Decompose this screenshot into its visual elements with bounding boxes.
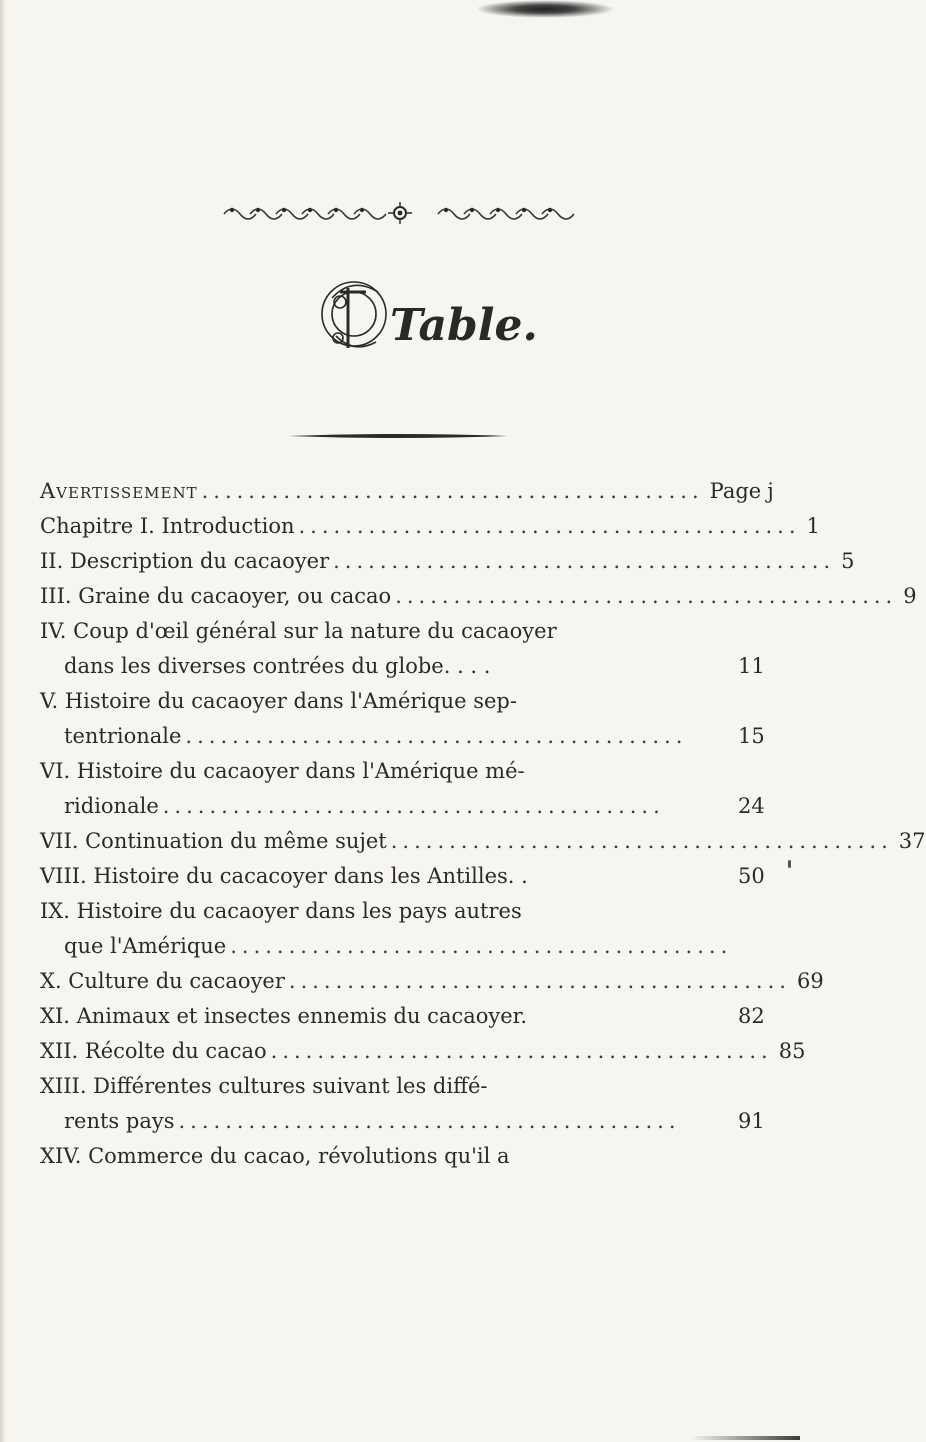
toc-entry-chapter-5	[40, 684, 765, 754]
toc-entry-chapter-13	[40, 1069, 765, 1139]
toc-page-number: 24	[738, 794, 765, 818]
leader-dots: ...........................................	[298, 514, 801, 538]
leader-dots: ...........................................	[230, 934, 733, 958]
toc-entry-label: IV. Coup d'œil général sur la nature du cacaoyer	[40, 619, 557, 643]
leader-dots: ...........................................	[395, 584, 898, 608]
toc-entry-label: II. Description du cacaoyer	[40, 549, 330, 573]
toc-entry-label: IX. Histoire du cacaoyer dans les pays autres	[40, 899, 522, 923]
page-label: Page	[709, 479, 762, 503]
title-text: Table.	[390, 300, 538, 351]
toc-entry-chapter-12	[40, 1034, 806, 1069]
toc-entry-label: VI. Histoire du cacaoyer dans l'Amérique mé-	[40, 759, 525, 783]
toc-entry-label-continued: dans les diverses contrées du globe. . . .	[64, 654, 491, 678]
toc-entry-label-continued: ridionale	[64, 794, 159, 818]
toc-entry-chapter-7	[40, 824, 926, 859]
toc-entry-chapter-9	[40, 894, 760, 964]
page-edge-shadow	[0, 0, 6, 1442]
toc-entry-chapter-10	[40, 964, 824, 999]
toc-entry-chapter-1	[40, 509, 820, 544]
toc-page-number: 37	[898, 829, 926, 853]
section-title	[318, 272, 538, 362]
toc-entry-chapter-6	[40, 754, 765, 824]
toc-entry-chapter-14	[40, 1139, 760, 1174]
toc-page-number: 85	[778, 1039, 806, 1063]
toc-entry-label: V. Histoire du cacaoyer dans l'Amérique sep-	[40, 689, 517, 713]
toc-entry-chapter-4	[40, 614, 765, 684]
leader-dots: ...........................................	[390, 829, 893, 853]
toc-page-number: 50	[738, 864, 765, 888]
toc-entry-label: Chapitre I. Introduction	[40, 514, 295, 538]
toc-page-number: 11	[738, 654, 765, 678]
ink-speck	[788, 860, 791, 868]
toc-entry-label: XIV. Commerce du cacao, révolutions qu'il a	[40, 1144, 510, 1168]
toc-entry-label-continued: rents pays	[64, 1109, 175, 1133]
toc-entry-chapter-11	[40, 999, 765, 1034]
toc-page-number: 9	[903, 584, 917, 608]
ornament-band-icon	[220, 198, 580, 228]
toc-entry-label: VIII. Histoire du cacacoyer dans les Antilles. .	[40, 864, 528, 888]
toc-page-number: 82	[738, 1004, 765, 1028]
toc-entry-label: X. Culture du cacaoyer	[40, 969, 285, 993]
divider-rule	[288, 433, 508, 439]
toc-entry-label: XI. Animaux et insectes ennemis du cacaoyer.	[40, 1004, 528, 1028]
toc-entry-label-continued: tentrionale	[64, 724, 182, 748]
leader-dots: ...........................................	[333, 549, 836, 573]
leader-dots: ...........................................	[162, 794, 665, 818]
toc-page-number: 5	[841, 549, 855, 573]
leader-dots: ...........................................	[270, 1039, 773, 1063]
leader-dots: ...........................................	[178, 1109, 681, 1133]
toc-entry-avertissement	[40, 474, 774, 509]
toc-entry-chapter-2	[40, 544, 855, 579]
toc-page-number: j	[767, 479, 774, 503]
toc-entry-label: III. Graine du cacaoyer, ou cacao	[40, 584, 392, 608]
toc-entry-label: VII. Continuation du même sujet	[40, 829, 387, 853]
toc-page-number: 91	[738, 1109, 765, 1133]
binding-smudge	[475, 0, 615, 18]
toc-page-number: 69	[796, 969, 824, 993]
toc-entry-label: Avertissement	[40, 479, 198, 503]
table-of-contents	[40, 474, 926, 1174]
toc-page-number: 15	[738, 724, 765, 748]
toc-entry-label-continued: que l'Amérique	[64, 934, 227, 958]
title-text-graphic	[390, 296, 538, 356]
leader-dots: ...........................................	[185, 724, 688, 748]
toc-page-number: 1	[806, 514, 820, 538]
bottom-edge-mark	[690, 1436, 800, 1440]
toc-entry-label: XII. Récolte du cacao	[40, 1039, 267, 1063]
toc-entry-label: XIII. Différentes cultures suivant les diffé-	[40, 1074, 488, 1098]
toc-entry-chapter-3	[40, 579, 917, 614]
toc-entry-chapter-8	[40, 859, 765, 894]
leader-dots: ...........................................	[201, 479, 704, 503]
leader-dots: ...........................................	[288, 969, 791, 993]
